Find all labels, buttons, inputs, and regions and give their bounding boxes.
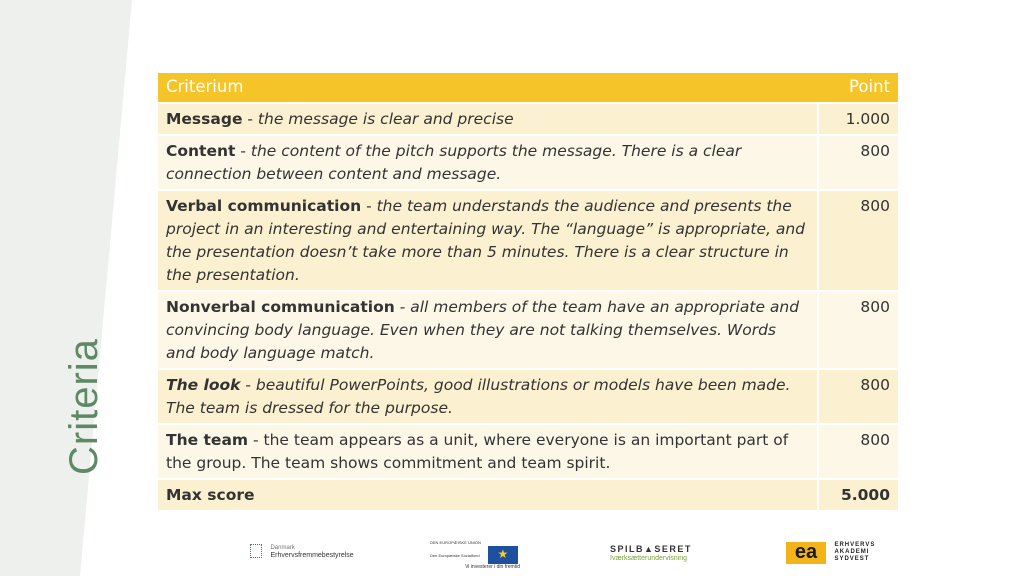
eu-logo	[430, 540, 520, 571]
criterion-cell	[158, 424, 818, 479]
eu-line2: Den Europæiske Socialfond	[430, 552, 480, 558]
ea-line3: SYDVEST	[834, 556, 870, 562]
criterion-desc: the team appears as a unit, where everyone is an important part of the group. The team shows commitment and team spirit.	[166, 431, 789, 472]
criterion-name: The team	[166, 431, 249, 449]
criterion-name: The look	[166, 376, 241, 394]
spilbasseret-logo	[610, 544, 692, 564]
denmark-logo	[250, 544, 354, 562]
slide-title: Criteria	[62, 338, 106, 475]
ea-logo	[786, 542, 875, 564]
criterion-sep: -	[361, 197, 377, 215]
eu-line3: Vi investerer i din fremtid	[465, 564, 520, 571]
spilbasseret-line1: SPILB▲SERET	[610, 544, 692, 554]
criterion-sep: -	[240, 376, 256, 394]
criterion-points: 800	[818, 369, 898, 424]
table-row	[158, 424, 898, 479]
criterion-name: Content	[166, 142, 236, 160]
total-points: 5.000	[818, 479, 898, 511]
dots-icon	[250, 544, 262, 558]
denmark-line2: Erhvervsfremmebestyrelse	[270, 552, 354, 559]
criterion-cell	[158, 369, 818, 424]
logo-strip	[0, 530, 1024, 576]
criterion-desc: the content of the pitch supports the message. There is a clear connection between content and message.	[166, 142, 742, 183]
spilbasseret-line2: Iværksætterundervisning	[610, 555, 688, 562]
eu-line1: DEN EUROPÆISKE UNION	[430, 540, 481, 545]
table-row	[158, 369, 898, 424]
total-label: Max score	[158, 479, 818, 511]
ea-mark: ea	[786, 542, 826, 564]
table-header-row	[158, 73, 898, 103]
eu-flag-icon	[488, 546, 518, 564]
criterion-points: 800	[818, 424, 898, 479]
criteria-table	[158, 73, 898, 512]
criterion-cell	[158, 135, 818, 190]
criterion-name: Nonverbal communication	[166, 298, 395, 316]
criterion-points: 800	[818, 190, 898, 291]
ea-line2: AKADEMI	[834, 549, 870, 555]
criterion-sep: -	[235, 142, 251, 160]
criterion-desc: beautiful PowerPoints, good illustrations or models have been made. The team is dressed for the purpose.	[166, 376, 791, 417]
criterion-points: 1.000	[818, 103, 898, 135]
criterion-cell	[158, 103, 818, 135]
criterion-sep: -	[394, 298, 411, 316]
table-row	[158, 103, 898, 135]
table-row	[158, 135, 898, 190]
total-row	[158, 479, 898, 511]
criterion-desc: all members of the team have an appropriate and convincing body language. Even when they are not talking themselves. Words and body language match.	[166, 298, 800, 362]
criterion-desc: the message is clear and precise	[257, 110, 514, 128]
criterion-name: Verbal communication	[166, 197, 362, 215]
side-panel	[0, 0, 132, 576]
table-row	[158, 190, 898, 291]
header-criterium: Criterium	[158, 73, 818, 103]
criterion-cell	[158, 291, 818, 369]
header-point: Point	[818, 73, 898, 103]
criterion-sep: -	[242, 110, 258, 128]
denmark-line1: Danmark	[270, 545, 295, 551]
criterion-desc: the team understands the audience and presents the project in an interesting and entertaining way. The “language” is appropriate, and the presentation doesn’t take more than 5 minutes. There is a clear structure in the presentation.	[166, 197, 805, 284]
table-row	[158, 291, 898, 369]
criterion-points: 800	[818, 291, 898, 369]
criterion-name: Message	[166, 110, 243, 128]
ea-line1: ERHVERVS	[834, 542, 876, 548]
criterion-sep: -	[248, 431, 264, 449]
criterion-points: 800	[818, 135, 898, 190]
criterion-cell	[158, 190, 818, 291]
